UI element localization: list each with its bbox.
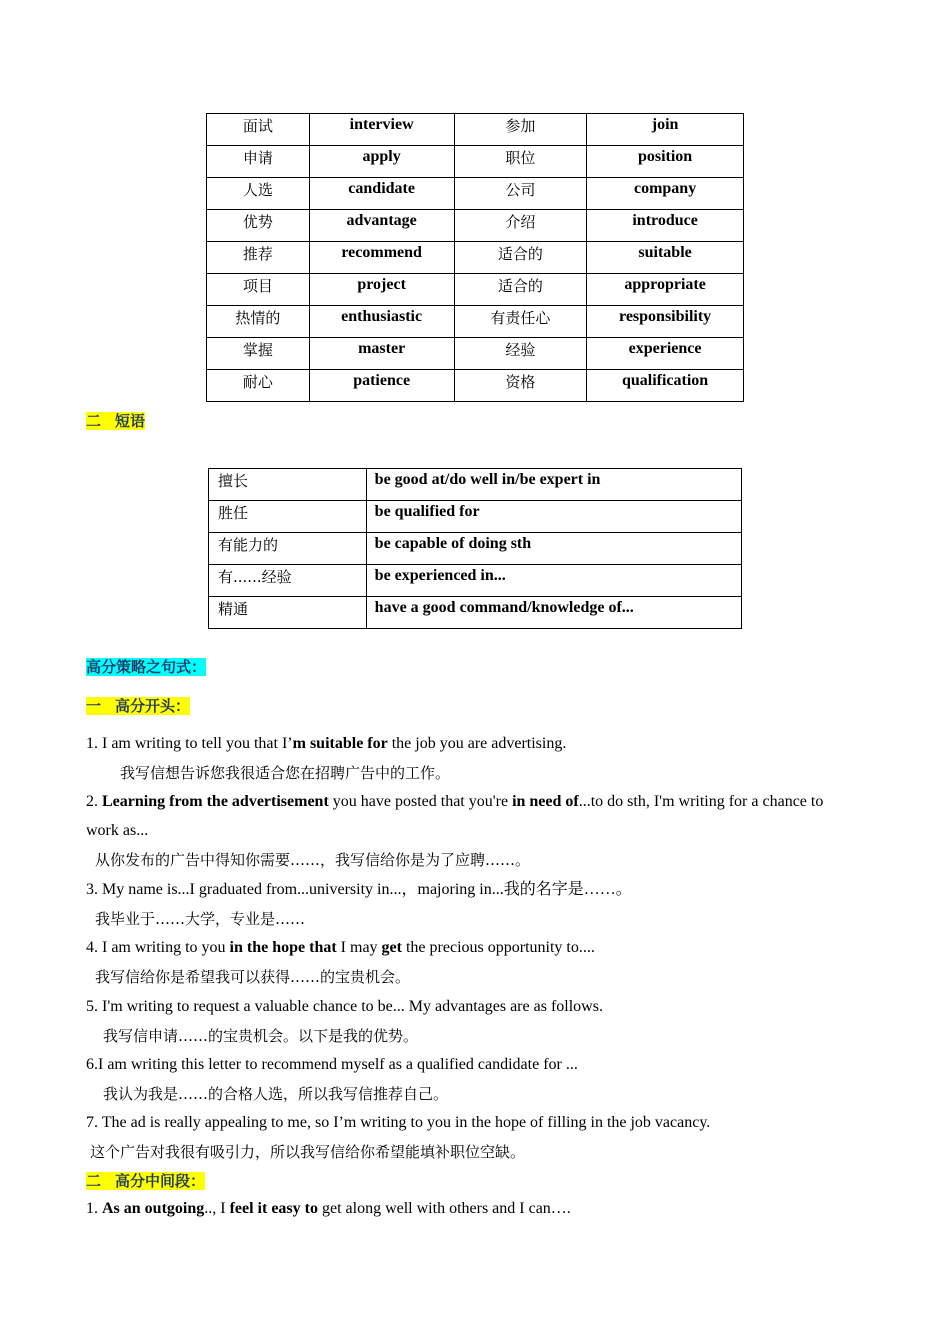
opening-sentence-5: 5. I'm writing to request a valuable chance to be... My advantages are as follows. <box>86 998 603 1015</box>
table-row <box>207 370 744 402</box>
vocab-chinese-cell: 优势 <box>207 210 310 242</box>
section-title: 短语 <box>115 412 146 430</box>
vocab-chinese-cell: 耐心 <box>207 370 310 402</box>
vocab-english-cell: experience <box>587 338 744 370</box>
vocab-chinese-cell: 掌握 <box>207 338 310 370</box>
sentence-key-phrase: in the hope that <box>229 939 337 956</box>
table-row <box>209 533 742 565</box>
table-row <box>207 242 744 274</box>
vocab-chinese-cell: 人选 <box>207 178 310 210</box>
vocab-english-cell: master <box>309 338 454 370</box>
phrases-heading <box>86 411 145 431</box>
phrase-chinese-cell: 精通 <box>209 597 367 629</box>
strategy-heading-text: 高分策略之句式： <box>86 658 207 676</box>
middle-sentence-1 <box>86 1199 571 1219</box>
sentence-key-phrase: in need of <box>512 793 579 810</box>
vocab-english-cell: qualification <box>587 370 744 402</box>
vocab-english-cell: project <box>309 274 454 306</box>
vocab-chinese-cell: 面试 <box>207 114 310 146</box>
section-number: 二 <box>86 1172 102 1190</box>
phrases-heading-highlight <box>86 412 145 430</box>
sentence-text: 1. I am writing to tell you that I’ <box>86 735 293 752</box>
vocab-chinese-cell: 适合的 <box>454 242 587 274</box>
table-row <box>207 146 744 178</box>
phrases-table <box>208 468 742 629</box>
section-number: 一 <box>86 697 102 715</box>
section-title: 高分中间段： <box>115 1172 206 1190</box>
vocab-english-cell: suitable <box>587 242 744 274</box>
table-row <box>209 565 742 597</box>
vocab-english-cell: company <box>587 178 744 210</box>
sentence-text: .., I <box>204 1200 230 1217</box>
section-number: 二 <box>86 412 102 430</box>
sentence-key-phrase: feel it easy to <box>229 1200 318 1217</box>
opening-sentence-2 <box>86 792 823 812</box>
vocab-chinese-cell: 介绍 <box>454 210 587 242</box>
sentence-text: ...to do sth, I'm writing for a chance to <box>578 793 824 810</box>
vocab-chinese-cell: 推荐 <box>207 242 310 274</box>
opening-translation-5: 我写信申请……的宝贵机会。以下是我的优势。 <box>103 1027 419 1045</box>
vocab-chinese-cell: 适合的 <box>454 274 587 306</box>
vocab-english-cell: candidate <box>309 178 454 210</box>
opening-heading-highlight <box>86 697 190 715</box>
phrase-chinese-cell: 有能力的 <box>209 533 367 565</box>
vocab-chinese-cell: 资格 <box>454 370 587 402</box>
sentence-text: the job you are advertising. <box>387 735 567 752</box>
phrase-chinese-cell: 擅长 <box>209 469 367 501</box>
vocab-english-cell: introduce <box>587 210 744 242</box>
opening-sentence-3: 3. My name is...I graduated from...university in...，majoring in...我的名字是……。 <box>86 881 632 898</box>
sentence-key-phrase: m suitable for <box>292 735 388 752</box>
phrase-english-cell: be qualified for <box>366 501 741 533</box>
vocab-chinese-cell: 项目 <box>207 274 310 306</box>
table-row <box>209 597 742 629</box>
table-row <box>209 501 742 533</box>
table-row <box>207 274 744 306</box>
sentence-text: you have posted that you're <box>328 793 513 810</box>
strategy-heading <box>86 657 206 677</box>
middle-heading-highlight <box>86 1172 205 1190</box>
vocab-chinese-cell: 职位 <box>454 146 587 178</box>
vocab-chinese-cell: 参加 <box>454 114 587 146</box>
vocab-english-cell: responsibility <box>587 306 744 338</box>
opening-translation-4: 我写信给你是希望我可以获得……的宝贵机会。 <box>95 968 411 986</box>
vocab-english-cell: patience <box>309 370 454 402</box>
phrase-english-cell: be experienced in... <box>366 565 741 597</box>
table-row <box>209 469 742 501</box>
sentence-key-phrase: get <box>381 939 402 956</box>
vocab-english-cell: position <box>587 146 744 178</box>
vocab-english-cell: recommend <box>309 242 454 274</box>
opening-sentence-1 <box>86 734 566 754</box>
phrase-english-cell: be capable of doing sth <box>366 533 741 565</box>
vocab-english-cell: enthusiastic <box>309 306 454 338</box>
table-row <box>207 338 744 370</box>
phrase-english-cell: have a good command/knowledge of... <box>366 597 741 629</box>
vocabulary-table-body <box>207 114 744 402</box>
phrase-chinese-cell: 胜任 <box>209 501 367 533</box>
vocab-english-cell: interview <box>309 114 454 146</box>
vocab-english-cell: apply <box>309 146 454 178</box>
opening-translation-6: 我认为我是……的合格人选，所以我写信推荐自己。 <box>103 1085 449 1103</box>
sentence-key-phrase: As an outgoing <box>102 1200 205 1217</box>
table-row <box>207 114 744 146</box>
vocab-chinese-cell: 申请 <box>207 146 310 178</box>
sentence-text: 1. <box>86 1200 102 1217</box>
vocab-english-cell: advantage <box>309 210 454 242</box>
sentence-text: I may <box>336 939 382 956</box>
sentence-text: 4. I am writing to you <box>86 939 230 956</box>
sentence-text: get along well with others and I can…. <box>317 1200 571 1217</box>
section-title: 高分开头： <box>115 697 191 715</box>
opening-sentence-2-continued: work as... <box>86 822 149 839</box>
opening-translation-3: 我毕业于……大学，专业是…… <box>95 910 306 928</box>
opening-translation-2: 从你发布的广告中得知你需要……，我写信给你是为了应聘……。 <box>95 851 531 869</box>
vocab-chinese-cell: 热情的 <box>207 306 310 338</box>
vocab-english-cell: join <box>587 114 744 146</box>
opening-heading <box>86 696 190 716</box>
sentence-key-phrase: Learning from the advertisement <box>102 793 329 810</box>
phrase-english-cell: be good at/do well in/be expert in <box>366 469 741 501</box>
vocab-chinese-cell: 有责任心 <box>454 306 587 338</box>
opening-sentence-4 <box>86 938 595 958</box>
phrases-table-body <box>209 469 742 629</box>
sentence-text: 2. <box>86 793 102 810</box>
opening-sentence-6: 6.I am writing this letter to recommend myself as a qualified candidate for ... <box>86 1056 578 1073</box>
phrase-chinese-cell: 有......经验 <box>209 565 367 597</box>
vocabulary-table <box>206 113 744 402</box>
vocab-chinese-cell: 经验 <box>454 338 587 370</box>
opening-translation-1: 我写信想告诉您我很适合您在招聘广告中的工作。 <box>120 764 451 782</box>
vocab-chinese-cell: 公司 <box>454 178 587 210</box>
table-row <box>207 210 744 242</box>
opening-translation-7: 这个广告对我很有吸引力，所以我写信给你希望能填补职位空缺。 <box>90 1143 526 1161</box>
middle-heading <box>86 1171 205 1191</box>
vocab-english-cell: appropriate <box>587 274 744 306</box>
opening-sentence-7: 7. The ad is really appealing to me, so I’m writing to you in the hope of filling in the job vacancy. <box>86 1114 711 1131</box>
sentence-text: the precious opportunity to.... <box>401 939 595 956</box>
table-row <box>207 178 744 210</box>
table-row <box>207 306 744 338</box>
